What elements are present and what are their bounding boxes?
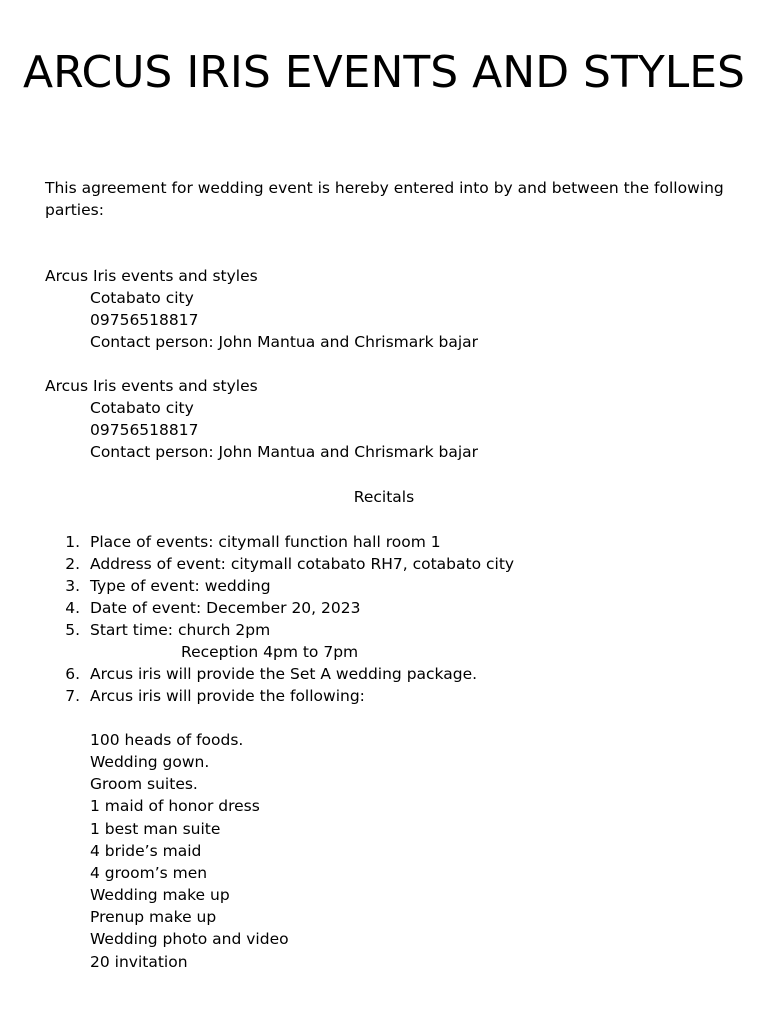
party-1-name: Arcus Iris events and styles (45, 267, 258, 285)
intro-paragraph: This agreement for wedding event is hereby entered into by and between the following parties: (45, 179, 724, 219)
recital-number: 3. (65, 577, 80, 595)
document-title: ARCUS IRIS EVENTS AND STYLES (23, 47, 745, 98)
recital-number: 6. (65, 665, 80, 683)
provision-item: 4 bride’s maid (90, 842, 202, 860)
provision-item: Wedding gown. (90, 753, 210, 771)
recital-item: Date of event: December 20, 2023 (90, 599, 361, 617)
recital-number: 2. (65, 555, 80, 573)
provision-item: 4 groom’s men (90, 864, 208, 882)
provision-item: Prenup make up (90, 908, 217, 926)
recitals-heading: Recitals (353, 488, 415, 506)
recital-number: 1. (65, 533, 80, 551)
provision-item: 100 heads of foods. (90, 731, 244, 749)
party-2-phone: 09756518817 (90, 421, 199, 439)
party-2-city: Cotabato city (90, 399, 194, 417)
recital-item: Start time: church 2pm (90, 621, 271, 639)
party-1-contact: Contact person: John Mantua and Chrismark bajar (90, 333, 479, 351)
party-2-contact: Contact person: John Mantua and Chrismark bajar (90, 443, 479, 461)
recital-item: Address of event: citymall cotabato RH7, cotabato city (90, 555, 515, 573)
recital-number: 4. (65, 599, 80, 617)
reception-time: Reception 4pm to 7pm (181, 643, 359, 661)
provision-item: Groom suites. (90, 775, 198, 793)
recital-item: Arcus iris will provide the following: (90, 687, 365, 705)
recital-item: Place of events: citymall function hall room 1 (90, 533, 441, 551)
recital-item: Arcus iris will provide the Set A wedding package. (90, 665, 478, 683)
provision-item: 1 best man suite (90, 820, 221, 838)
provision-item: Wedding make up (90, 886, 230, 904)
party-1-phone: 09756518817 (90, 311, 199, 329)
party-2-name: Arcus Iris events and styles (45, 377, 258, 395)
provision-item: 20 invitation (90, 953, 188, 971)
recital-number: 5. (65, 621, 80, 639)
party-1-city: Cotabato city (90, 289, 194, 307)
provision-item: Wedding photo and video (90, 930, 289, 948)
provision-item: 1 maid of honor dress (90, 797, 260, 815)
recital-number: 7. (65, 687, 80, 705)
recital-item: Type of event: wedding (90, 577, 271, 595)
